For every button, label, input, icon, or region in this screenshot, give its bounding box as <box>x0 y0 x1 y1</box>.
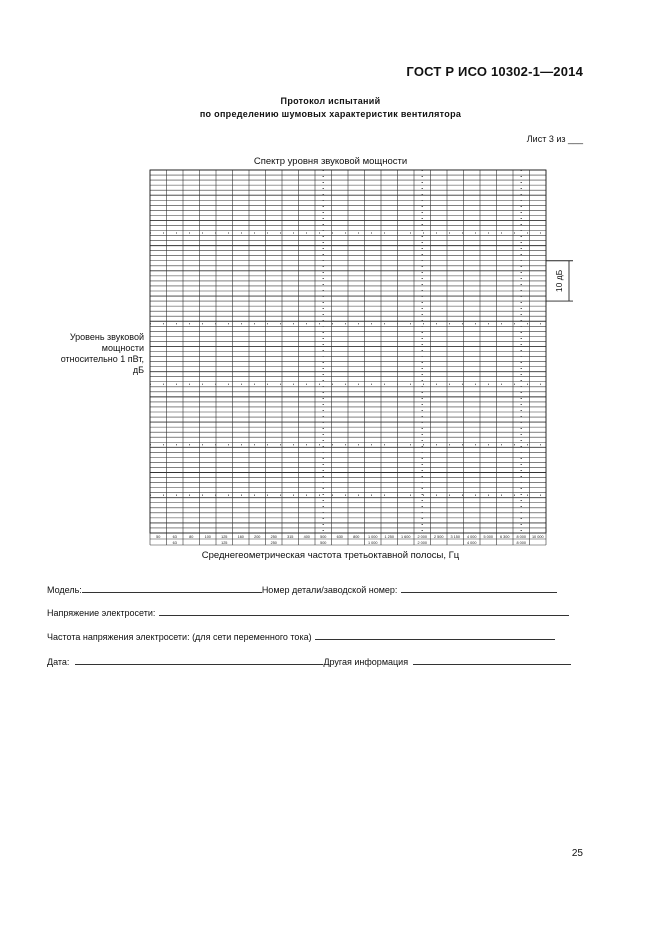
other-info-field[interactable] <box>413 655 571 665</box>
x-tick-label-octave: 250 <box>270 541 277 545</box>
x-tick-label: 3 150 <box>450 535 461 539</box>
x-tick-label-octave: 2 000 <box>417 541 428 545</box>
scale-label: 10 дБ <box>554 269 564 293</box>
x-tick-label: 500 <box>320 535 327 539</box>
x-tick-label: 630 <box>336 535 343 539</box>
x-tick-label-octave: 1 000 <box>367 541 378 545</box>
part-number-label: Номер детали/заводской номер: <box>261 585 398 595</box>
x-tick-label: 1 600 <box>400 535 411 539</box>
model-label: Модель: <box>47 585 82 595</box>
x-tick-label: 8 000 <box>516 535 527 539</box>
x-tick-label: 1 000 <box>367 535 378 539</box>
voltage-field[interactable] <box>159 606 569 616</box>
x-tick-label: 5 000 <box>483 535 494 539</box>
page-number: 25 <box>571 848 583 859</box>
x-tick-label-octave: 63 <box>172 541 177 545</box>
x-tick-label: 80 <box>189 535 194 539</box>
part-number-field[interactable] <box>401 583 557 593</box>
form-row-date <box>47 655 571 667</box>
x-tick-label: 50 <box>156 535 161 539</box>
x-tick-label: 10 000 <box>531 535 544 539</box>
x-tick-label: 250 <box>270 535 277 539</box>
voltage-label: Напряжение электросети: <box>47 608 156 618</box>
date-label: Дата: <box>47 657 70 667</box>
frequency-field[interactable] <box>315 630 555 640</box>
standard-header: ГОСТ Р ИСО 10302-1—2014 <box>406 64 583 79</box>
x-tick-label-octave: 8 000 <box>516 541 527 545</box>
x-tick-label: 200 <box>254 535 261 539</box>
other-info-label: Другая информация <box>323 657 409 667</box>
protocol-subtitle: по определению шумовых характеристик вентилятора <box>199 109 462 119</box>
form-row-voltage <box>47 606 569 618</box>
x-tick-label: 4 000 <box>466 535 477 539</box>
date-field[interactable] <box>75 655 323 665</box>
frequency-label: Частота напряжения электросети: (для сети переменного тока) <box>47 632 312 642</box>
x-tick-label: 63 <box>172 535 177 539</box>
x-tick-label: 1 250 <box>384 535 395 539</box>
model-field[interactable] <box>82 583 262 593</box>
x-tick-label: 2 500 <box>433 535 444 539</box>
form-row-model <box>47 583 557 595</box>
x-tick-label: 315 <box>287 535 294 539</box>
x-tick-label: 2 000 <box>417 535 428 539</box>
x-axis-title: Среднегеометрическая частота третьоктавной полосы, Гц <box>201 550 460 561</box>
x-tick-label: 160 <box>237 535 244 539</box>
x-tick-label: 400 <box>303 535 310 539</box>
x-tick-label-octave: 125 <box>221 541 228 545</box>
chart-title: Спектр уровня звуковой мощности <box>253 156 408 167</box>
x-tick-label: 800 <box>353 535 360 539</box>
sheet-number: Лист 3 из ___ <box>526 134 583 144</box>
protocol-title: Протокол испытаний <box>280 96 381 106</box>
form-row-frequency <box>47 630 555 642</box>
x-tick-label: 125 <box>221 535 228 539</box>
y-axis-label: Уровень звуковой мощности относительно 1 пВт, дБ <box>60 332 144 375</box>
x-tick-label: 100 <box>204 535 211 539</box>
x-tick-label-octave: 4 000 <box>466 541 477 545</box>
x-tick-label: 6 300 <box>499 535 510 539</box>
x-tick-label-octave: 500 <box>320 541 327 545</box>
